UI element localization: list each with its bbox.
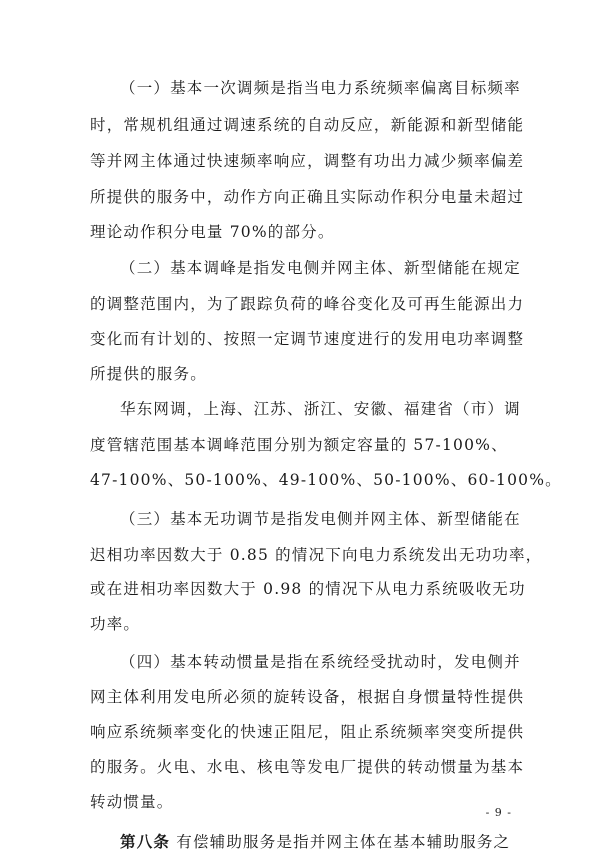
p1-line-3: 等并网主体通过快速频率响应，调整有功出力减少频率偏差	[90, 152, 525, 170]
p3-line-1: 华东网调，上海、江苏、浙江、安徽、福建省（市）调	[120, 400, 521, 418]
p5-line-5: 转动惯量。	[90, 793, 174, 811]
p1-line-5: 理论动作积分电量 70%的部分。	[90, 223, 335, 241]
article-8-text: 有偿辅助服务是指并网主体在基本辅助服务之	[176, 833, 511, 851]
p2-line-2: 的调整范围内，为了跟踪负荷的峰谷变化及可再生能源出力	[90, 295, 525, 313]
p1-line-1: （一）基本一次调频是指当电力系统频率偏离目标频率	[120, 79, 521, 97]
p5-line-3: 响应系统频率变化的快速正阻尼，阻止系统频率突变所提供	[90, 723, 525, 741]
p1-line-4: 所提供的服务中，动作方向正确且实际动作积分电量未超过	[90, 188, 525, 206]
p4-line-4: 功率。	[90, 615, 141, 633]
article-8-line	[120, 832, 520, 852]
p5-line-4: 的服务。火电、水电、核电等发电厂提供的转动惯量为基本	[90, 758, 525, 776]
p1-line-2: 时，常规机组通过调速系统的自动反应，新能源和新型储能	[90, 116, 525, 134]
p2-line-1: （二）基本调峰是指发电侧并网主体、新型储能在规定	[120, 259, 521, 277]
p3-line-3: 47-100%、50-100%、49-100%、50-100%、60-100%。	[90, 471, 562, 489]
p3-line-2: 度管辖范围基本调峰范围分别为额定容量的 57-100%、	[90, 436, 508, 454]
p4-line-2: 迟相功率因数大于 0.85 的情况下向电力系统发出无功功率，	[90, 546, 543, 564]
p2-line-4: 所提供的服务。	[90, 365, 207, 383]
p5-line-2: 网主体利用发电所必须的旋转设备，根据自身惯量特性提供	[90, 688, 525, 706]
p4-line-1: （三）基本无功调节是指发电侧并网主体、新型储能在	[120, 510, 521, 528]
page-number: - 9 -	[485, 806, 512, 819]
p2-line-3: 变化而有计划的、按照一定调节速度进行的发用电功率调整	[90, 330, 525, 348]
p5-line-1: （四）基本转动惯量是指在系统经受扰动时，发电侧并	[120, 653, 521, 671]
article-8-heading: 第八条	[120, 832, 171, 851]
p4-line-3: 或在进相功率因数大于 0.98 的情况下从电力系统吸收无功	[90, 580, 526, 598]
